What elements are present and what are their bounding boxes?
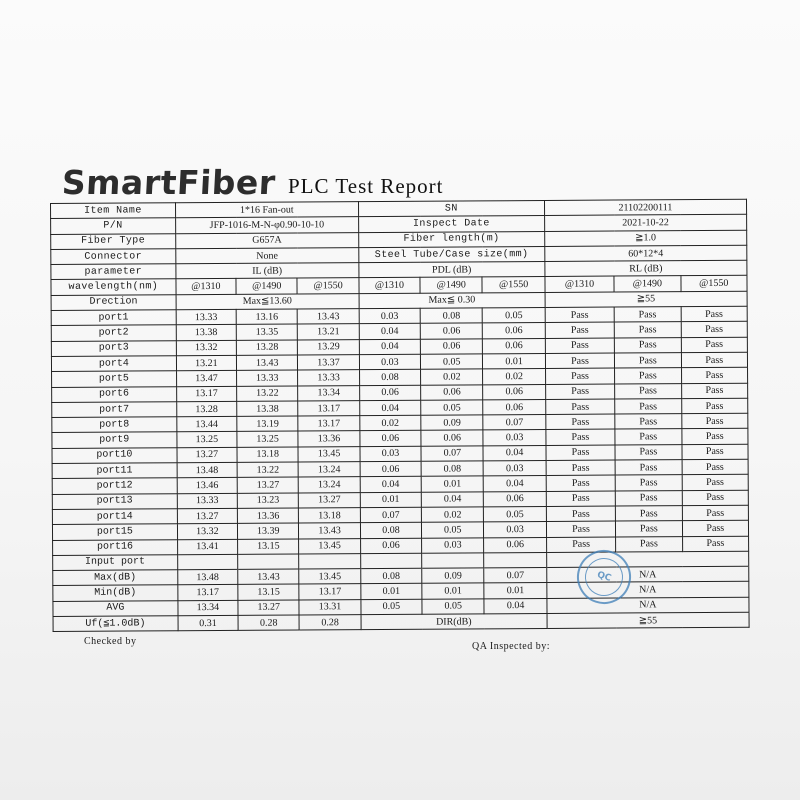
port-value: 0.06 — [359, 385, 420, 401]
port-value: Pass — [681, 398, 748, 414]
port-value: 0.01 — [360, 492, 421, 508]
port-name: port10 — [52, 447, 177, 463]
info-value: None — [175, 248, 358, 264]
port-value: 0.03 — [359, 308, 420, 324]
port-value: Pass — [545, 353, 614, 369]
port-value: Pass — [615, 490, 681, 506]
port-value: 0.05 — [422, 522, 484, 538]
port-value: 0.04 — [359, 324, 420, 340]
port-value: 13.41 — [177, 539, 237, 555]
empty-cell — [484, 552, 546, 568]
port-value: Pass — [615, 429, 681, 445]
wavelength-header: @1490 — [614, 276, 680, 292]
port-value: 0.06 — [421, 430, 483, 446]
il-spec: Max≦13.60 — [176, 293, 359, 309]
port-name: port7 — [52, 402, 177, 418]
port-value: 13.38 — [237, 401, 298, 417]
port-value: Pass — [546, 475, 615, 491]
port-name: port11 — [52, 463, 177, 479]
summary-label: Max(dB) — [53, 570, 178, 586]
summary-rl: ≧55 — [547, 612, 749, 629]
port-value: Pass — [615, 475, 681, 491]
wavelength-header: @1550 — [482, 277, 544, 293]
pdl-spec: Max≦ 0.30 — [359, 292, 545, 308]
wavelength-header: @1550 — [297, 278, 358, 294]
port-value: Pass — [615, 337, 681, 353]
summary-value: 0.01 — [361, 584, 422, 600]
port-value: 0.03 — [483, 430, 545, 446]
port-value: 13.25 — [177, 432, 237, 448]
port-value: Pass — [682, 536, 749, 552]
port-name: port4 — [51, 356, 176, 372]
summary-label: Min(dB) — [53, 585, 178, 601]
port-value: 0.06 — [420, 323, 482, 339]
summary-value: 13.34 — [178, 600, 238, 616]
info-label: Item Name — [51, 203, 176, 219]
port-value: 13.16 — [236, 309, 297, 325]
port-value: Pass — [614, 307, 680, 323]
port-value: 0.06 — [483, 384, 545, 400]
port-value: Pass — [546, 445, 615, 461]
port-value: 13.22 — [237, 386, 298, 402]
port-value: 13.39 — [238, 523, 299, 539]
port-value: 0.01 — [483, 353, 545, 369]
wavelength-header: @1550 — [681, 276, 748, 292]
empty-cell — [546, 551, 748, 568]
port-value: 13.28 — [176, 401, 236, 417]
port-name: port5 — [52, 371, 177, 387]
port-value: 13.43 — [236, 355, 297, 371]
port-value: Pass — [615, 368, 681, 384]
port-value: Pass — [682, 490, 749, 506]
port-value: 0.07 — [360, 507, 421, 523]
port-value: 0.03 — [422, 537, 484, 553]
summary-value: 0.05 — [422, 599, 484, 615]
port-value: Pass — [681, 413, 748, 429]
port-value: 0.01 — [421, 476, 483, 492]
port-value: 13.34 — [298, 385, 359, 401]
port-name: port9 — [52, 432, 177, 448]
test-report-table — [50, 199, 750, 633]
port-value: Pass — [546, 430, 615, 446]
info-value: JFP-1016-M-N-φ0.90-10-10 — [175, 217, 358, 233]
port-name: port16 — [53, 539, 178, 555]
port-value: 0.04 — [421, 491, 483, 507]
port-value: 0.04 — [360, 477, 421, 493]
port-value: 13.36 — [237, 508, 298, 524]
summary-value: 13.17 — [299, 584, 360, 600]
port-value: 13.27 — [299, 492, 360, 508]
port-value: Pass — [546, 460, 615, 476]
port-value: 13.43 — [299, 523, 360, 539]
summary-rl: N/A — [547, 597, 749, 614]
info-label: Fiber Type — [51, 233, 176, 249]
port-name: port1 — [51, 310, 176, 326]
summary-value: 0.01 — [484, 583, 546, 599]
port-value: 0.06 — [483, 338, 545, 354]
info-label: P/N — [51, 218, 176, 234]
port-value: 13.47 — [176, 371, 236, 387]
port-value: Pass — [681, 368, 748, 384]
port-value: 0.02 — [360, 415, 421, 431]
port-value: 13.33 — [298, 370, 359, 386]
port-value: Pass — [615, 444, 681, 460]
rl-header: RL (dB) — [545, 260, 747, 277]
port-value: Pass — [682, 505, 749, 521]
port-value: Pass — [615, 383, 681, 399]
parameter-label: parameter — [51, 264, 176, 280]
port-value: 13.24 — [299, 477, 360, 493]
port-value: 13.17 — [298, 400, 359, 416]
port-value: 13.24 — [298, 462, 359, 478]
summary-value: 0.09 — [422, 568, 484, 584]
summary-value: 0.07 — [484, 568, 546, 584]
port-name: port14 — [52, 509, 177, 525]
port-value: 13.43 — [298, 309, 359, 325]
port-value: Pass — [546, 506, 615, 522]
port-value: 0.03 — [360, 446, 421, 462]
port-value: Pass — [681, 352, 748, 368]
port-value: 0.06 — [360, 538, 421, 554]
summary-label: AVG — [53, 600, 178, 616]
info-label-2: Inspect Date — [358, 216, 544, 232]
port-value: Pass — [681, 322, 748, 338]
port-value: Pass — [681, 429, 748, 445]
summary-value: 0.05 — [361, 599, 422, 615]
il-header: IL (dB) — [176, 263, 359, 279]
summary-value: 13.27 — [238, 600, 299, 616]
port-value: Pass — [615, 353, 681, 369]
port-value: 13.45 — [298, 446, 359, 462]
brand-logo: SmartFiber — [60, 163, 277, 202]
port-value: 0.04 — [359, 400, 420, 416]
input-port-label: Input port — [53, 555, 178, 571]
port-name: port2 — [51, 325, 176, 341]
port-value: Pass — [616, 521, 682, 537]
summary-value: 13.31 — [299, 599, 360, 615]
port-value: 0.06 — [360, 461, 421, 477]
summary-value: 13.43 — [238, 569, 299, 585]
qa-inspected-by-label: QA Inspected by: — [472, 641, 550, 652]
port-value: Pass — [545, 307, 614, 323]
port-value: 13.18 — [299, 508, 360, 524]
port-value: 0.08 — [359, 370, 420, 386]
port-value: 13.18 — [237, 447, 298, 463]
port-value: 13.29 — [298, 339, 359, 355]
port-value: 13.36 — [298, 431, 359, 447]
summary-value: 13.17 — [178, 585, 238, 601]
port-value: 13.32 — [176, 340, 236, 356]
port-value: Pass — [682, 444, 749, 460]
port-name: port13 — [52, 493, 177, 509]
port-value: 0.02 — [483, 369, 545, 385]
info-value-2: 60*12*4 — [545, 245, 747, 262]
info-value-2: 2021-10-22 — [544, 215, 746, 232]
port-value: 0.09 — [421, 415, 483, 431]
summary-value: 13.45 — [299, 569, 360, 585]
info-label-2: SN — [358, 200, 544, 216]
port-value: 13.32 — [177, 524, 237, 540]
port-value: 0.05 — [484, 506, 546, 522]
port-value: 13.15 — [238, 539, 299, 555]
port-value: 13.48 — [177, 462, 237, 478]
report-title: PLC Test Report — [288, 174, 444, 198]
summary-value: 13.48 — [177, 569, 237, 585]
port-value: 0.03 — [359, 354, 420, 370]
port-value: Pass — [682, 475, 749, 491]
port-value: 13.35 — [236, 324, 297, 340]
port-value: 0.06 — [360, 431, 421, 447]
empty-cell — [422, 553, 484, 569]
port-value: 13.22 — [237, 462, 298, 478]
summary-value: 0.04 — [484, 598, 546, 614]
port-value: 0.08 — [421, 461, 483, 477]
port-value: 0.05 — [421, 400, 483, 416]
empty-cell — [299, 553, 360, 569]
stamp-inner-ring: QC — [580, 553, 628, 601]
info-value-2: ≧1.0 — [544, 230, 746, 247]
summary-value: 0.28 — [238, 615, 299, 631]
port-value: 0.03 — [484, 522, 546, 538]
port-value: 13.46 — [177, 478, 237, 494]
port-value: 13.21 — [298, 324, 359, 340]
info-value: 1*16 Fan-out — [175, 202, 358, 218]
empty-cell — [360, 553, 421, 569]
port-value: 13.33 — [237, 370, 298, 386]
port-name: port12 — [52, 478, 177, 494]
port-value: 13.45 — [299, 538, 360, 554]
port-value: Pass — [545, 322, 614, 338]
info-value-2: 21102200111 — [544, 199, 746, 216]
port-value: 13.19 — [237, 416, 298, 432]
port-value: 0.02 — [421, 369, 483, 385]
port-value: 13.23 — [237, 493, 298, 509]
port-value: Pass — [615, 399, 681, 415]
wavelength-header: @1490 — [236, 278, 297, 294]
port-name: port6 — [52, 386, 177, 402]
port-value: 13.27 — [177, 447, 237, 463]
port-value: Pass — [545, 399, 614, 415]
pdl-header: PDL (dB) — [359, 262, 545, 278]
port-value: Pass — [681, 306, 748, 322]
summary-value: 13.15 — [238, 584, 299, 600]
port-value: 0.06 — [483, 323, 545, 339]
summary-value: 0.31 — [178, 615, 238, 631]
port-value: 0.04 — [483, 445, 545, 461]
port-value: 13.28 — [236, 340, 297, 356]
empty-cell — [238, 554, 299, 570]
summary-row — [53, 612, 749, 632]
summary-value: 0.28 — [299, 615, 360, 631]
port-value: 0.04 — [359, 339, 420, 355]
wavelength-header: @1310 — [359, 278, 420, 294]
checked-by-label: Checked by — [84, 636, 137, 647]
port-value: Pass — [615, 414, 681, 430]
info-value: G657A — [175, 232, 358, 248]
port-value: Pass — [681, 383, 748, 399]
port-value: Pass — [546, 491, 615, 507]
port-value: 0.05 — [421, 354, 483, 370]
direction-label: Drection — [51, 295, 176, 311]
info-label: Connector — [51, 249, 176, 265]
port-value: 0.06 — [484, 537, 546, 553]
port-value: 13.44 — [177, 417, 237, 433]
wavelength-header: @1310 — [176, 279, 236, 295]
summary-value: 0.01 — [422, 583, 484, 599]
port-value: 0.06 — [484, 491, 546, 507]
summary-value: 0.08 — [360, 568, 421, 584]
port-value: Pass — [546, 521, 615, 537]
rl-spec: ≧55 — [545, 291, 747, 308]
port-name: port8 — [52, 417, 177, 433]
port-value: 0.06 — [420, 339, 482, 355]
port-value: 0.06 — [483, 399, 545, 415]
summary-rl: N/A — [547, 582, 749, 599]
port-value: Pass — [545, 338, 614, 354]
port-value: Pass — [546, 414, 615, 430]
empty-cell — [177, 554, 237, 570]
port-value: 0.08 — [420, 308, 482, 324]
port-value: 13.37 — [298, 355, 359, 371]
port-value: Pass — [615, 460, 681, 476]
port-value: 0.08 — [360, 522, 421, 538]
port-value: 13.27 — [177, 508, 237, 524]
wavelength-label: wavelength(nm) — [51, 279, 176, 295]
wavelength-header: @1310 — [545, 277, 614, 293]
port-value: Pass — [616, 536, 682, 552]
port-value: 13.17 — [176, 386, 236, 402]
port-value: 0.07 — [421, 446, 483, 462]
port-value: Pass — [682, 520, 749, 536]
port-value: Pass — [682, 459, 749, 475]
summary-rl: N/A — [547, 566, 749, 583]
port-value: 0.03 — [484, 461, 546, 477]
port-value: 0.07 — [483, 415, 545, 431]
port-value: Pass — [616, 506, 682, 522]
port-value: 0.04 — [484, 476, 546, 492]
port-value: 13.21 — [176, 355, 236, 371]
info-label-2: Fiber length(m) — [358, 231, 544, 247]
port-value: 0.06 — [421, 384, 483, 400]
port-value: 13.27 — [237, 477, 298, 493]
port-name: port3 — [51, 340, 176, 356]
port-value: 13.33 — [177, 493, 237, 509]
dir-label: DIR(dB) — [361, 613, 547, 629]
port-value: 13.25 — [237, 431, 298, 447]
port-value: 0.02 — [421, 507, 483, 523]
wavelength-header: @1490 — [420, 277, 482, 293]
port-value: 13.33 — [176, 309, 236, 325]
port-value: Pass — [545, 368, 614, 384]
port-value: 13.38 — [176, 325, 236, 341]
info-label-2: Steel Tube/Case size(mm) — [359, 246, 545, 262]
port-value: 0.05 — [483, 308, 545, 324]
port-value: 13.17 — [298, 416, 359, 432]
port-name: port15 — [52, 524, 177, 540]
port-value: Pass — [681, 337, 748, 353]
summary-label: Uf(≦1.0dB) — [53, 616, 178, 632]
port-value: Pass — [545, 384, 614, 400]
port-value: Pass — [614, 322, 680, 338]
port-value: Pass — [546, 537, 615, 553]
